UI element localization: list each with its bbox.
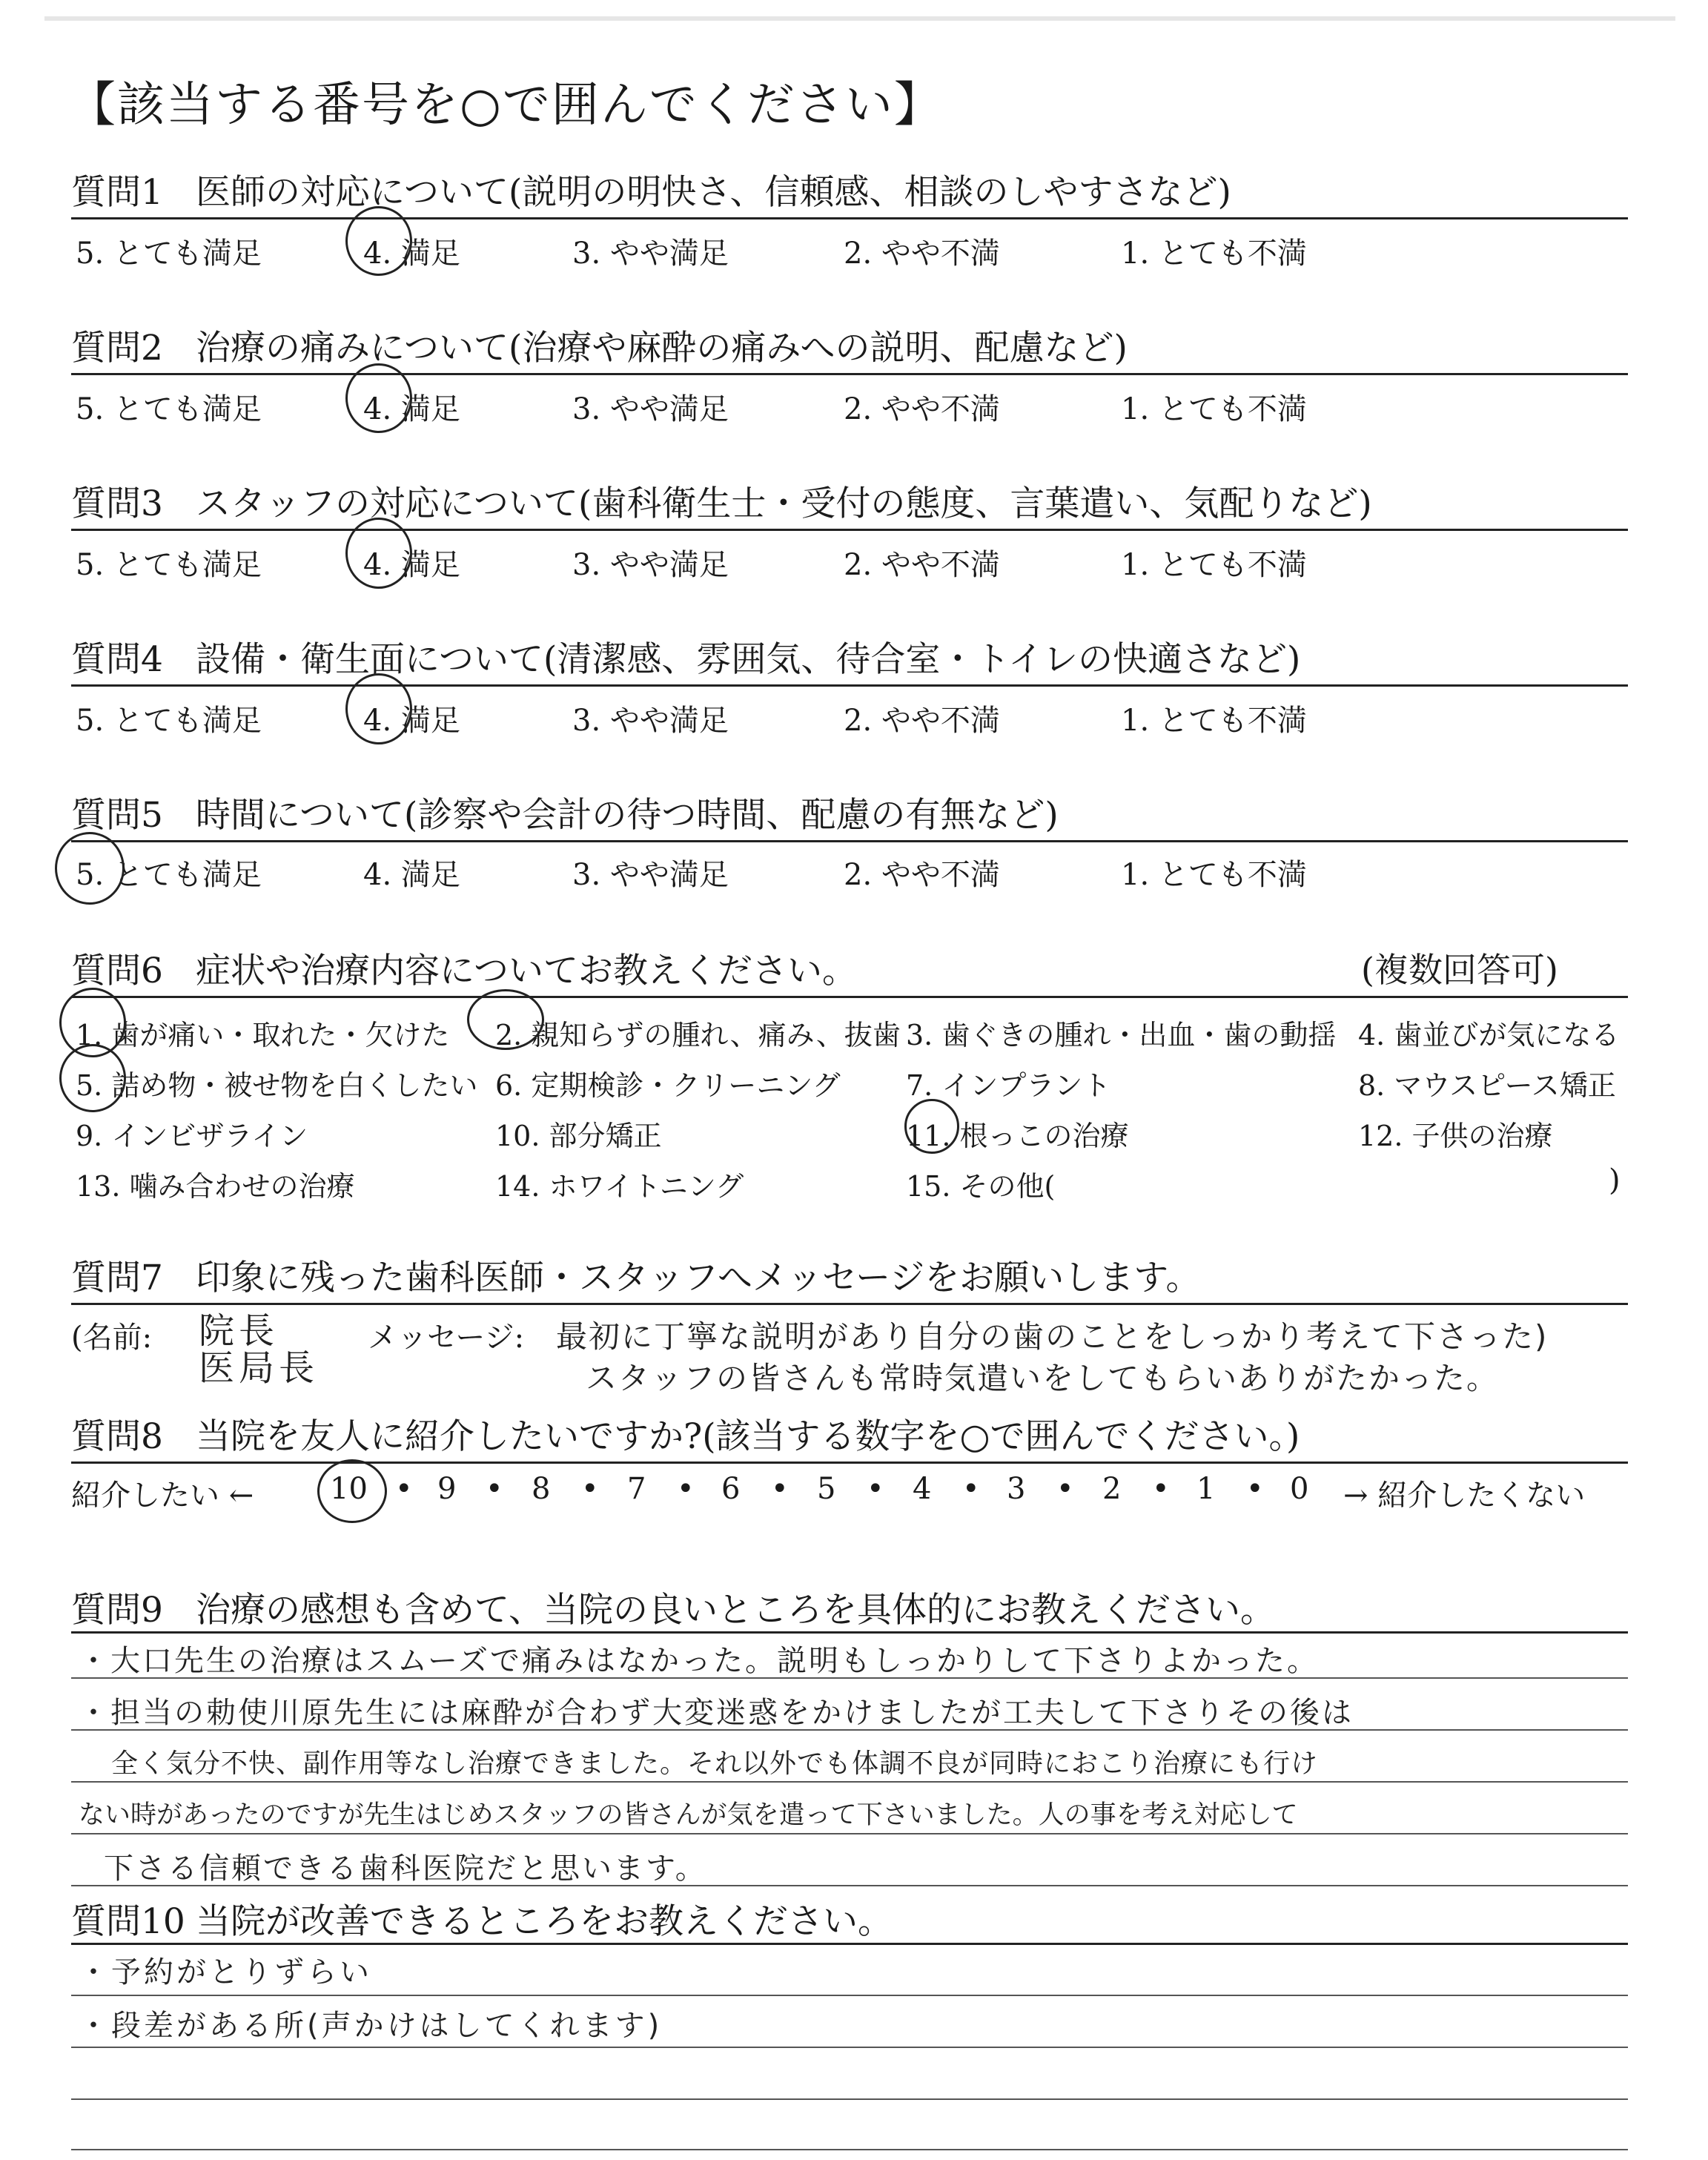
- scale-dot: •: [867, 1472, 884, 1506]
- answer-line: [71, 1833, 1628, 1834]
- symptom-option-8[interactable]: 8. マウスピース矯正: [1358, 1069, 1616, 1102]
- scale-6[interactable]: 6: [721, 1472, 741, 1506]
- question-2: [71, 320, 1128, 370]
- option-1[interactable]: 1. とても不満: [1121, 704, 1307, 738]
- handwritten-answer-line-4: ない時があったのですが先生はじめスタッフの皆さんが気を遣って下さいました。人の事を考え対応して: [79, 1800, 1298, 1830]
- scale-0[interactable]: 0: [1290, 1472, 1309, 1506]
- scale-dot: •: [1152, 1472, 1170, 1506]
- scan-edge: [44, 16, 1675, 21]
- option-3[interactable]: 3. やや満足: [572, 392, 729, 426]
- handwritten-improvement-1: ・予約がとりずらい: [79, 1955, 372, 1989]
- option-3[interactable]: 3. やや満足: [572, 704, 729, 738]
- option-2[interactable]: 2. やや不満: [844, 392, 1000, 426]
- question-number: 質問5: [71, 795, 163, 836]
- question-8: [71, 1409, 1300, 1459]
- symptom-option-1[interactable]: 1. 歯が痛い・取れた・欠けた: [76, 1019, 450, 1051]
- option-3[interactable]: 3. やや満足: [572, 237, 729, 271]
- scale-right-label: → 紹介したくない: [1343, 1479, 1586, 1513]
- symptom-option-10[interactable]: 10. 部分矯正: [495, 1120, 662, 1152]
- question-10: [71, 1894, 893, 1943]
- scale-left-label: 紹介したい ←: [71, 1479, 254, 1513]
- selection-circle: [55, 832, 125, 905]
- question-title: 時間について(診察や会計の待つ時間、配慮の有無など): [196, 795, 1059, 836]
- symptom-option-13[interactable]: 13. 噛み合わせの治療: [76, 1170, 355, 1203]
- answer-line: [71, 1995, 1628, 1996]
- option-5[interactable]: 5. とても満足: [76, 858, 262, 892]
- scale-5[interactable]: 5: [817, 1472, 836, 1506]
- question-title: 当院が改善できるところをお教えください。: [196, 1901, 893, 1942]
- scale-dot: •: [771, 1472, 789, 1506]
- selection-circle: [345, 363, 412, 433]
- selection-circle: [317, 1459, 387, 1523]
- selection-circle: [467, 989, 544, 1050]
- answer-line: [71, 2149, 1628, 2150]
- symptom-option-11[interactable]: 11. 根っこの治療: [906, 1120, 1129, 1152]
- scale-dot: •: [581, 1472, 599, 1506]
- handwritten-name-2: 医局長: [199, 1347, 320, 1389]
- question-title: 当院を友人に紹介したいですか?(該当する数字を○で囲んでください。): [196, 1416, 1300, 1457]
- question-9: [71, 1582, 1275, 1632]
- option-5[interactable]: 5. とても満足: [76, 548, 262, 582]
- symptom-option-2[interactable]: 2. 親知らずの腫れ、痛み、抜歯: [495, 1019, 901, 1051]
- symptom-option-12[interactable]: 12. 子供の治療: [1358, 1120, 1553, 1152]
- scale-dot: •: [486, 1472, 503, 1506]
- multiple-answers-note: (複数回答可): [1361, 950, 1558, 990]
- scale-7[interactable]: 7: [627, 1472, 646, 1506]
- option-5[interactable]: 5. とても満足: [76, 392, 262, 426]
- scale-4[interactable]: 4: [913, 1472, 932, 1506]
- divider: [71, 840, 1628, 842]
- divider: [71, 217, 1628, 219]
- divider: [71, 1303, 1628, 1305]
- handwritten-answer-line-1: ・大口先生の治療はスムーズで痛みはなかった。説明もしっかりして下さりよかった。: [79, 1644, 1319, 1678]
- question-title: 設備・衛生面について(清潔感、雰囲気、待合室・トイレの快適さなど): [196, 639, 1301, 680]
- scale-3[interactable]: 3: [1007, 1472, 1026, 1506]
- option-2[interactable]: 2. やや不満: [844, 704, 1000, 738]
- question-number: 質問2: [71, 328, 163, 369]
- question-title: 治療の感想も含めて、当院の良いところを具体的にお教えください。: [196, 1590, 1276, 1631]
- other-close-paren: ): [1609, 1163, 1621, 1198]
- selection-circle: [59, 1044, 126, 1112]
- question-number: 質問7: [71, 1258, 163, 1298]
- question-title: 症状や治療内容についてお教えください。: [196, 951, 858, 991]
- instruction-header: 【該当する番号を○で囲んでください】: [68, 78, 943, 133]
- question-number: 質問8: [71, 1416, 163, 1457]
- option-1[interactable]: 1. とても不満: [1121, 548, 1307, 582]
- option-3[interactable]: 3. やや満足: [572, 858, 729, 892]
- option-4[interactable]: 4. 満足: [363, 392, 460, 426]
- divider: [71, 373, 1628, 375]
- symptom-option-3[interactable]: 3. 歯ぐきの腫れ・出血・歯の動揺: [906, 1019, 1337, 1051]
- symptom-option-4[interactable]: 4. 歯並びが気になる: [1358, 1019, 1620, 1051]
- answer-line: [71, 1781, 1628, 1783]
- handwritten-answer-line-5: 下さる信頼できる歯科医院だと思います。: [104, 1852, 707, 1886]
- divider: [71, 1462, 1628, 1464]
- selection-circle: [904, 1099, 959, 1154]
- name-label: (名前:: [71, 1321, 153, 1355]
- option-2[interactable]: 2. やや不満: [844, 858, 1000, 892]
- question-number: 質問4: [71, 639, 163, 680]
- handwritten-improvement-2: ・段差がある所(声かけはしてくれます): [79, 2009, 663, 2043]
- scale-10[interactable]: 10: [330, 1472, 368, 1506]
- question-3: [71, 476, 1372, 526]
- divider: [71, 529, 1628, 531]
- scale-dot: •: [395, 1472, 413, 1506]
- scale-1[interactable]: 1: [1196, 1472, 1216, 1506]
- question-number: 質問1: [71, 172, 163, 213]
- option-2[interactable]: 2. やや不満: [844, 237, 1000, 271]
- option-4[interactable]: 4. 満足: [363, 704, 460, 738]
- scale-9[interactable]: 9: [437, 1472, 457, 1506]
- message-label: メッセージ:: [368, 1321, 525, 1355]
- selection-circle: [345, 206, 412, 276]
- scale-dot: •: [677, 1472, 695, 1506]
- symptom-option-5[interactable]: 5. 詰め物・被せ物を白くしたい: [76, 1069, 478, 1102]
- scale-dot: •: [1246, 1472, 1264, 1506]
- handwritten-answer-line-2: ・担当の勅使川原先生には麻酔が合わず大変迷惑をかけましたが工夫して下さりその後は: [79, 1696, 1354, 1730]
- divider: [71, 1631, 1628, 1634]
- symptom-option-7[interactable]: 7. インプラント: [906, 1069, 1111, 1102]
- question-number: 質問3: [71, 483, 163, 524]
- question-number: 質問6: [71, 951, 163, 991]
- question-title: 医師の対応について(説明の明快さ、信頼感、相談のしやすさなど): [196, 172, 1231, 213]
- scale-dot: •: [962, 1472, 980, 1506]
- answer-line: [71, 2098, 1628, 2100]
- question-1: [71, 165, 1231, 214]
- scale-8[interactable]: 8: [532, 1472, 551, 1506]
- option-2[interactable]: 2. やや不満: [844, 548, 1000, 582]
- option-5[interactable]: 5. とても満足: [76, 704, 262, 738]
- handwritten-name-1: 院長: [199, 1310, 279, 1352]
- divider: [71, 684, 1628, 687]
- question-number: 質問9: [71, 1590, 163, 1631]
- symptom-option-6[interactable]: 6. 定期検診・クリーニング: [495, 1069, 841, 1102]
- option-1[interactable]: 1. とても不満: [1121, 858, 1307, 892]
- option-1[interactable]: 1. とても不満: [1121, 392, 1307, 426]
- scale-dot: •: [1056, 1472, 1074, 1506]
- option-4[interactable]: 4. 満足: [363, 237, 460, 271]
- handwritten-message-line-1: 最初に丁寧な説明があり自分の歯のことをしっかり考えて下さった): [556, 1318, 1549, 1355]
- question-number: 質問10: [71, 1901, 185, 1942]
- symptom-option-14[interactable]: 14. ホワイトニング: [495, 1170, 744, 1203]
- option-5[interactable]: 5. とても満足: [76, 237, 262, 271]
- question-7: [71, 1250, 1200, 1300]
- option-3[interactable]: 3. やや満足: [572, 548, 729, 582]
- option-4[interactable]: 4. 満足: [363, 858, 460, 892]
- handwritten-answer-line-3: 全く気分不快、副作用等なし治療できました。それ以外でも体調不良が同時におこり治療にも行け: [111, 1748, 1319, 1779]
- symptom-option-15[interactable]: 15. その他(: [906, 1170, 1056, 1203]
- question-4: [71, 632, 1300, 681]
- selection-circle: [345, 518, 412, 589]
- scale-2[interactable]: 2: [1102, 1472, 1122, 1506]
- option-1[interactable]: 1. とても不満: [1121, 237, 1307, 271]
- question-6: [71, 943, 857, 993]
- symptom-option-9[interactable]: 9. インビザライン: [76, 1120, 308, 1152]
- question-title: スタッフの対応について(歯科衛生士・受付の態度、言葉遣い、気配りなど): [196, 483, 1372, 524]
- divider: [71, 1943, 1628, 1945]
- question-5: [71, 787, 1059, 837]
- option-4[interactable]: 4. 満足: [363, 548, 460, 582]
- handwritten-message-line-2: スタッフの皆さんも常時気遣いをしてもらいありがたかった。: [586, 1360, 1500, 1396]
- selection-circle: [345, 673, 412, 744]
- divider: [71, 996, 1628, 998]
- question-title: 治療の痛みについて(治療や麻酔の痛みへの説明、配慮など): [196, 328, 1128, 369]
- question-title: 印象に残った歯科医師・スタッフへメッセージをお願いします。: [196, 1258, 1201, 1298]
- answer-line: [71, 2047, 1628, 2048]
